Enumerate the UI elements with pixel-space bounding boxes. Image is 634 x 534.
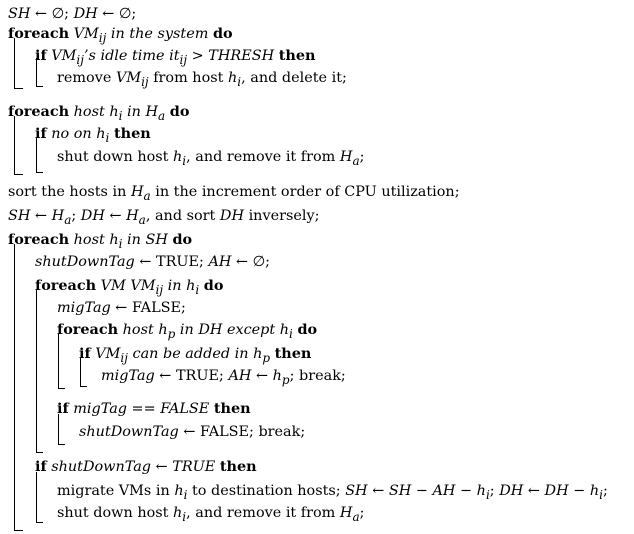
algo-line: shut down host $h_i$, and remove it from $H_a$; xyxy=(57,505,365,524)
algo-line: if migTag == FALSE then xyxy=(57,400,251,417)
algo-line: foreach host $h_i$ in $H_a$ do xyxy=(8,103,190,123)
block-bracket xyxy=(58,334,65,389)
block-bracket xyxy=(36,138,43,173)
algo-line: if $VM_{ij}$ can be added in $h_p$ then xyxy=(79,345,312,365)
algo-line: shutDownTag ← FALSE; break; xyxy=(79,424,306,440)
algo-line: shut down host $h_i$, and remove it from $H_a$; xyxy=(57,149,365,168)
algo-line: foreach host $h_i$ in SH do xyxy=(8,231,193,251)
block-bracket xyxy=(36,290,43,453)
block-bracket xyxy=(36,472,43,523)
algo-line: if no on $h_i$ then xyxy=(35,125,151,145)
algo-line: foreach host $h_p$ in DH except $h_i$ do xyxy=(57,321,318,341)
block-bracket xyxy=(14,38,23,89)
block-bracket xyxy=(58,414,65,445)
block-bracket xyxy=(14,116,23,175)
algo-line: remove $VM_{ij}$ from host $h_i$, and delete it; xyxy=(57,70,347,89)
algo-line: shutDownTag ← TRUE; AH ← ∅; xyxy=(35,254,271,270)
block-bracket xyxy=(80,358,87,387)
block-bracket xyxy=(36,58,43,87)
algo-line: if $VM_{ij}’s$ idle time $it_{ij}$ > THRESH then xyxy=(35,47,316,67)
algo-line: foreach $VM_{ij}$ in the system do xyxy=(8,25,233,45)
algo-line: migTag ← FALSE; xyxy=(57,300,186,316)
algo-line: migrate VMs in $h_i$ to destination hosts; SH ← SH − AH − $h_i$; DH ← DH − $h_i$; xyxy=(57,483,608,502)
algo-line: sort the hosts in $H_a$ in the increment order of CPU utilization; xyxy=(8,184,460,203)
algo-line: SH ← $H_a$; DH ← $H_a$, and sort DH inversely; xyxy=(8,208,320,227)
block-bracket xyxy=(14,244,23,531)
algo-line: if shutDownTag ← TRUE then xyxy=(35,458,257,475)
algo-line: migTag ← TRUE; AH ← $h_p$; break; xyxy=(101,368,346,387)
algo-line: foreach VM $VM_{ij}$ in $h_i$ do xyxy=(35,277,224,297)
algo-line: SH ← ∅; DH ← ∅; xyxy=(8,6,137,22)
